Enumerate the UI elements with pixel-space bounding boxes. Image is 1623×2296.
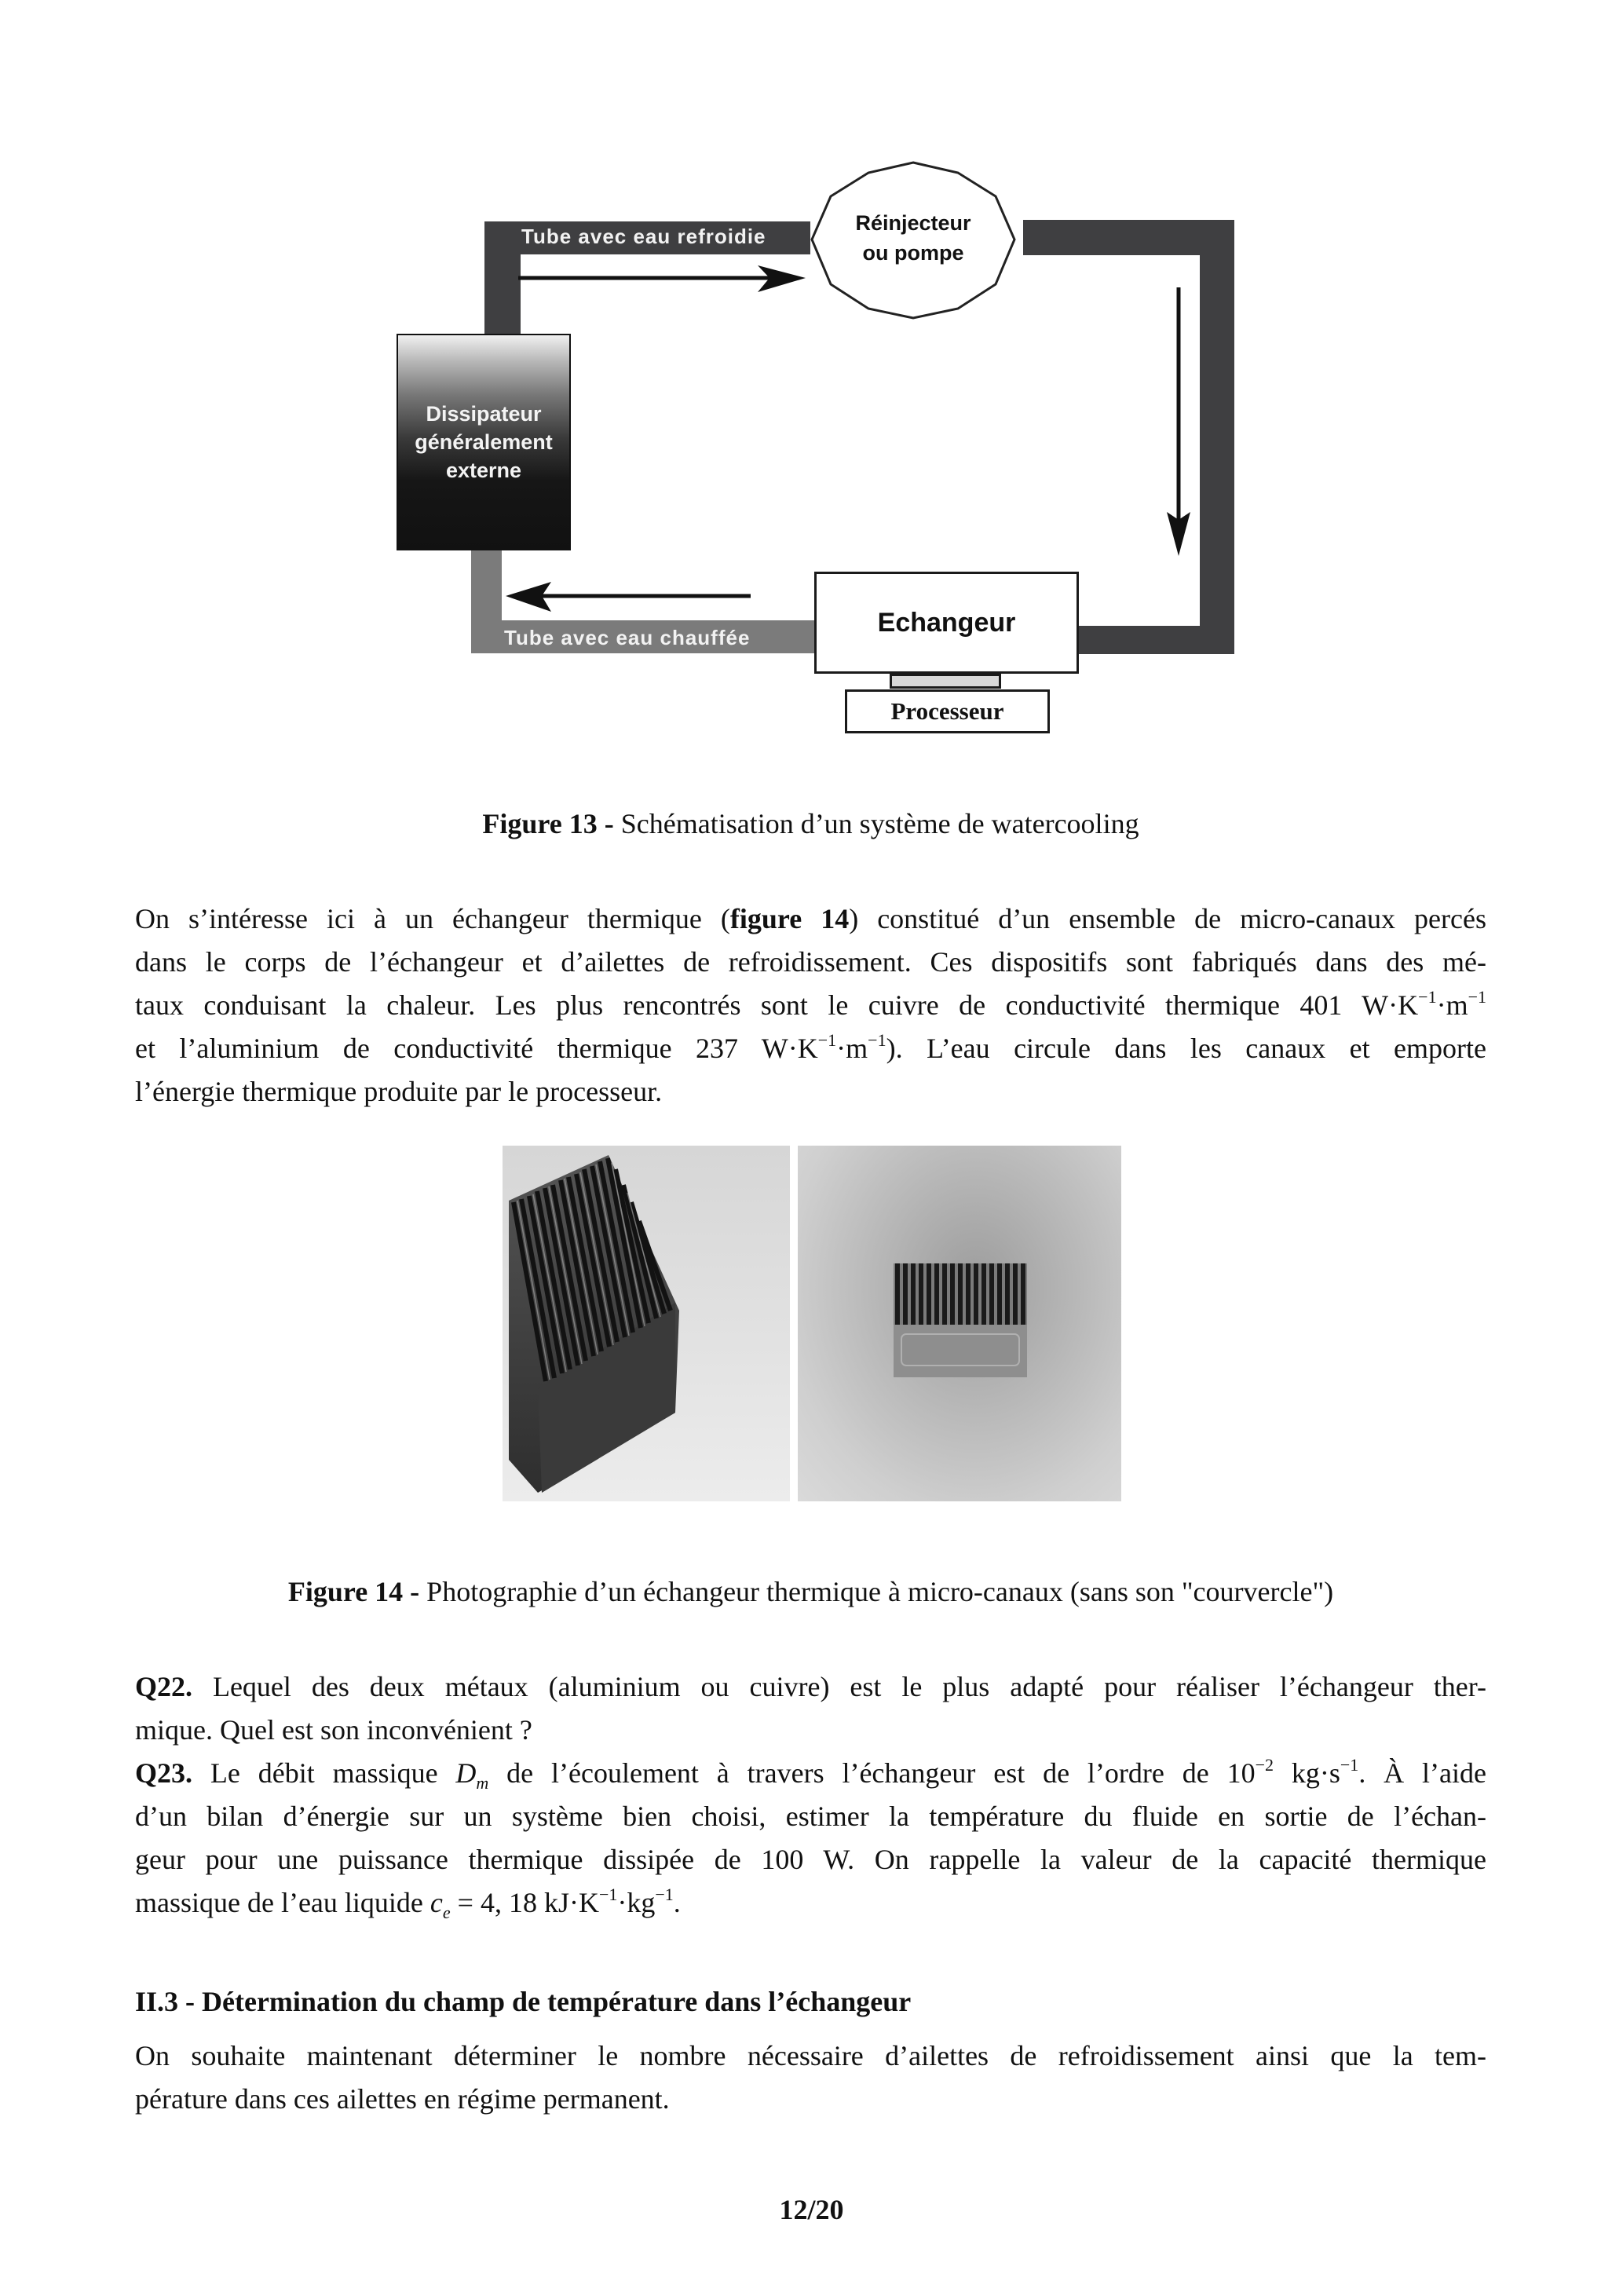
dissipator-line2: généralement bbox=[415, 430, 553, 454]
text-span: de l’écoulement à travers l’échangeur est de l’ordre de 10 bbox=[488, 1757, 1256, 1789]
text-span: massique de l’eau liquide bbox=[135, 1887, 430, 1918]
section-heading: II.3 - Détermination du champ de température dans l’échangeur bbox=[135, 1986, 912, 2017]
hot-tube-label: Tube avec eau chauffée bbox=[504, 626, 751, 649]
exponent: −1 bbox=[817, 1030, 837, 1050]
exchanger-box bbox=[814, 572, 1079, 674]
text-span: ·m bbox=[1436, 989, 1468, 1021]
question-line: d’un bilan d’énergie sur un système bien choisi, estimer la température du fluide en sortie de l’échan- bbox=[135, 1801, 1486, 1832]
paragraph-line bbox=[135, 1031, 1486, 1066]
exponent: −1 bbox=[598, 1885, 618, 1904]
paragraph-line bbox=[135, 901, 1486, 936]
question-number: Q23. bbox=[135, 1757, 193, 1789]
text-span: ·kg bbox=[617, 1887, 656, 1918]
paragraph-line: On souhaite maintenant déterminer le nombre nécessaire d’ailettes de refroidissement ainsi que la tem- bbox=[135, 2040, 1486, 2071]
heatsink-with-fins-photo bbox=[503, 1146, 790, 1501]
flow-arrow-down-icon bbox=[1165, 284, 1192, 559]
question-line: geur pour une puissance thermique dissipée de 100 W. On rappelle la valeur de la capacité thermique bbox=[135, 1844, 1486, 1875]
subscript: m bbox=[476, 1773, 489, 1793]
paragraph-line: pérature dans ces ailettes en régime permanent. bbox=[135, 2083, 670, 2115]
processor-box bbox=[845, 689, 1050, 733]
dissipator-line1: Dissipateur bbox=[426, 402, 542, 426]
pump-label bbox=[817, 208, 1010, 268]
figure-13-caption-text: Schématisation d’un système de watercooling bbox=[613, 808, 1139, 839]
exponent: −1 bbox=[1468, 987, 1486, 1007]
heatsink-fins-icon bbox=[503, 1146, 790, 1501]
figure-14-caption bbox=[135, 1574, 1486, 1609]
question-line bbox=[135, 1669, 1486, 1704]
text-span: = 4, 18 kJ·K bbox=[450, 1887, 599, 1918]
exchanger-label: Echangeur bbox=[877, 607, 1016, 638]
flow-arrow-right-icon bbox=[510, 259, 809, 298]
question-number: Q22. bbox=[135, 1671, 193, 1702]
figure-14-caption-text: Photographie d’un échangeur thermique à micro-canaux (sans son "courvercle") bbox=[419, 1576, 1334, 1607]
mass-flow-symbol: D bbox=[455, 1757, 477, 1789]
flow-arrow-left-icon bbox=[503, 577, 762, 616]
figure-13-caption-label: Figure 13 - bbox=[482, 808, 614, 839]
dissipator-line3: externe bbox=[445, 459, 522, 482]
subscript: e bbox=[442, 1903, 451, 1923]
tube-right-bottom bbox=[1077, 626, 1234, 654]
text-span: On s’intéresse ici à un échangeur thermique ( bbox=[135, 903, 730, 934]
text-span: Le débit massique bbox=[192, 1757, 456, 1789]
text-span: ). L’eau circule dans les canaux et emporte bbox=[886, 1033, 1487, 1064]
dissipator-box bbox=[397, 334, 571, 550]
figure-14-reference: figure 14 bbox=[729, 903, 850, 934]
paragraph-line: l’énergie thermique produite par le processeur. bbox=[135, 1076, 663, 1107]
pump-label-line2: ou pompe bbox=[862, 241, 964, 265]
question-line: mique. Quel est son inconvénient ? bbox=[135, 1714, 532, 1746]
text-span: kg·s bbox=[1274, 1757, 1340, 1789]
microchannel-fins-icon bbox=[798, 1146, 1121, 1501]
microchannel-exchanger-photo bbox=[798, 1146, 1121, 1501]
question-line bbox=[135, 1885, 1486, 1923]
exponent: −1 bbox=[655, 1885, 674, 1904]
text-span: . À l’aide bbox=[1358, 1757, 1486, 1789]
text-span: ·m bbox=[836, 1033, 868, 1064]
text-span: Lequel des deux métaux (aluminium ou cuivre) est le plus adapté pour réaliser l’échangeur ther- bbox=[192, 1671, 1486, 1702]
exponent: −1 bbox=[868, 1030, 886, 1050]
exponent: −2 bbox=[1255, 1755, 1274, 1775]
thermal-pad bbox=[890, 674, 1001, 689]
text-span: . bbox=[673, 1887, 681, 1918]
processor-label: Processeur bbox=[890, 697, 1004, 725]
heat-capacity-symbol: c bbox=[430, 1887, 443, 1918]
exponent: −1 bbox=[1418, 987, 1437, 1007]
text-span: taux conduisant la chaleur. Les plus rencontrés sont le cuivre de conductivité thermique 401 W·K bbox=[135, 989, 1419, 1021]
exponent: −1 bbox=[1340, 1755, 1359, 1775]
question-line bbox=[135, 1755, 1486, 1793]
figure-13-caption bbox=[135, 806, 1486, 841]
pump-label-line1: Réinjecteur bbox=[855, 211, 971, 235]
cold-tube-label: Tube avec eau refroidie bbox=[521, 225, 766, 248]
tube-right-vertical bbox=[1200, 220, 1234, 654]
figure-14-caption-label: Figure 14 - bbox=[287, 1576, 420, 1607]
text-span: ) constitué d’un ensemble de micro-canaux percés bbox=[849, 903, 1486, 934]
text-span: et l’aluminium de conductivité thermique 237 W·K bbox=[135, 1033, 818, 1064]
paragraph-line bbox=[135, 988, 1486, 1022]
page-number: 12/20 bbox=[779, 2194, 844, 2225]
paragraph-line: dans le corps de l’échangeur et d’ailettes de refroidissement. Ces dispositifs sont fabriqués dans des mé- bbox=[135, 946, 1486, 978]
